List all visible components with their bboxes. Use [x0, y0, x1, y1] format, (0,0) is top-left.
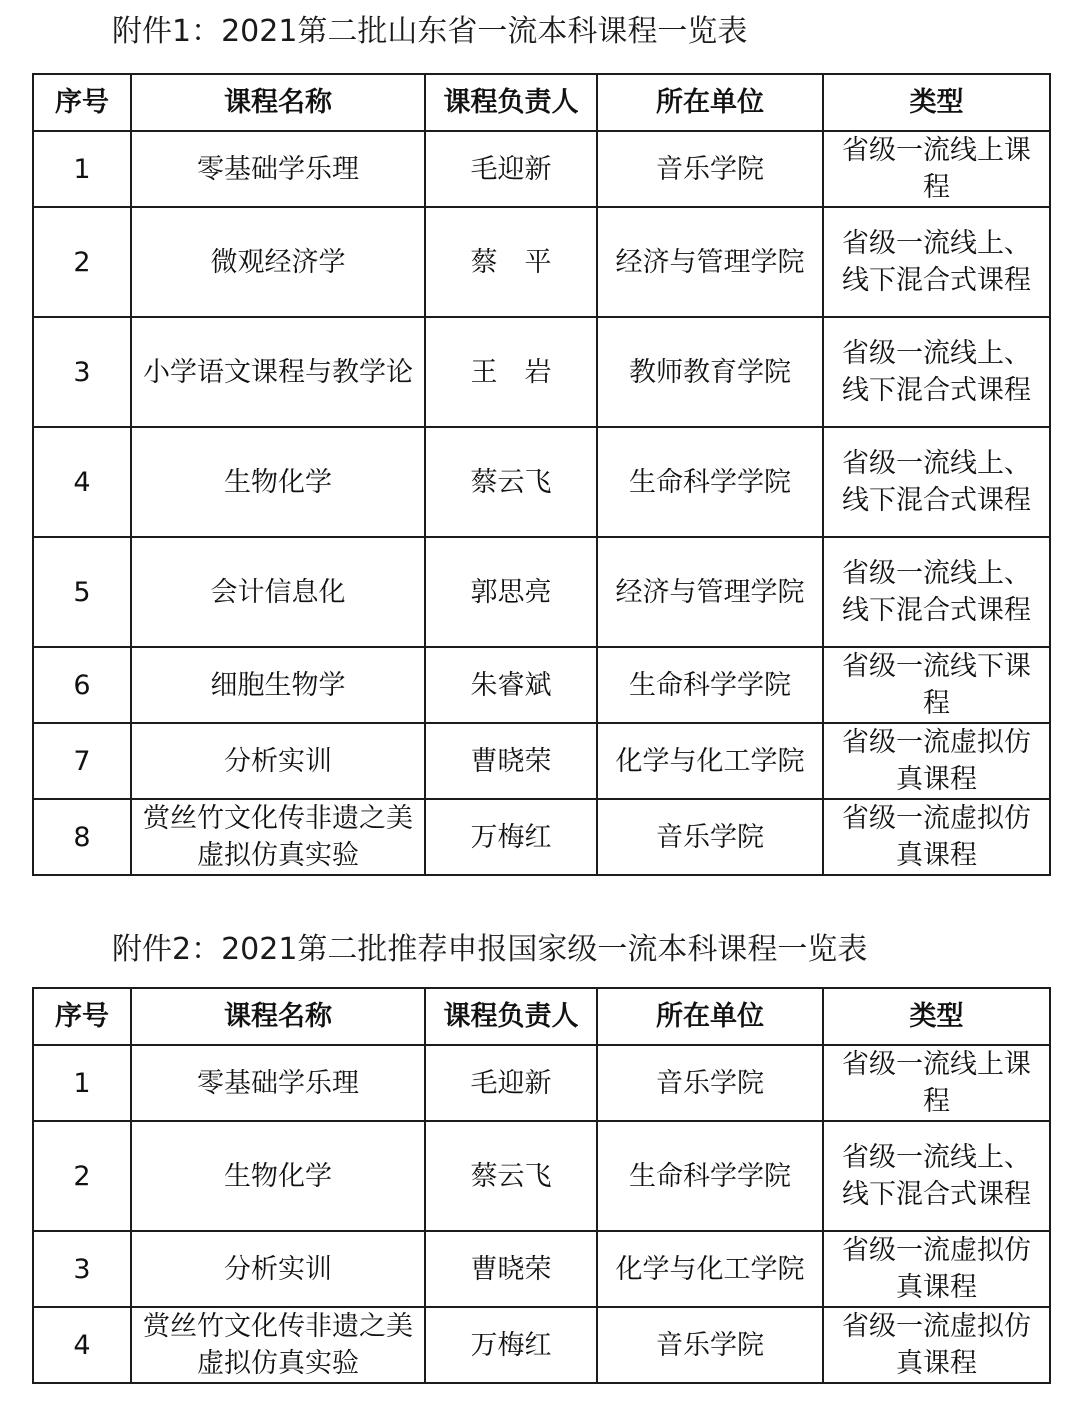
unit-cell: 生命科学学院	[597, 1121, 823, 1231]
header-serial-number: 序号	[33, 74, 131, 131]
type-cell: 省级一流线上、线下混合式课程	[823, 317, 1050, 427]
table-header-row	[33, 74, 1050, 131]
unit-cell: 音乐学院	[597, 1045, 823, 1121]
course-name-cell: 分析实训	[131, 723, 425, 799]
serial-number-cell: 8	[33, 799, 131, 875]
course-leader-cell: 万梅红	[425, 1307, 597, 1383]
type-cell: 省级一流线上、线下混合式课程	[823, 1121, 1050, 1231]
header-type: 类型	[823, 988, 1050, 1045]
serial-number-cell: 6	[33, 647, 131, 723]
course-name-cell: 零基础学乐理	[131, 131, 425, 207]
course-name-cell: 赏丝竹文化传非遗之美虚拟仿真实验	[131, 1307, 425, 1383]
unit-cell: 音乐学院	[597, 799, 823, 875]
type-cell: 省级一流线上、线下混合式课程	[823, 537, 1050, 647]
course-leader-cell: 曹晓荣	[425, 1231, 597, 1307]
header-course-leader: 课程负责人	[425, 74, 597, 131]
unit-cell: 音乐学院	[597, 131, 823, 207]
type-cell: 省级一流虚拟仿真课程	[823, 799, 1050, 875]
course-name-cell: 分析实训	[131, 1231, 425, 1307]
header-course-name: 课程名称	[131, 74, 425, 131]
table-row	[33, 427, 1050, 537]
type-cell: 省级一流线下课程	[823, 647, 1050, 723]
course-leader-cell: 蔡云飞	[425, 427, 597, 537]
course-leader-cell: 朱睿斌	[425, 647, 597, 723]
attachment1-course-table	[32, 73, 1051, 876]
serial-number-cell: 4	[33, 1307, 131, 1383]
course-leader-cell: 毛迎新	[425, 131, 597, 207]
table-row	[33, 131, 1050, 207]
unit-cell: 化学与化工学院	[597, 723, 823, 799]
attachment2-title: 附件2：2021第二批推荐申报国家级一流本科课程一览表	[112, 932, 868, 967]
serial-number-cell: 5	[33, 537, 131, 647]
course-name-cell: 小学语文课程与教学论	[131, 317, 425, 427]
table-row	[33, 1307, 1050, 1383]
type-cell: 省级一流虚拟仿真课程	[823, 723, 1050, 799]
course-name-cell: 会计信息化	[131, 537, 425, 647]
table-header-row	[33, 988, 1050, 1045]
table-row	[33, 799, 1050, 875]
course-leader-cell: 王 岩	[425, 317, 597, 427]
course-leader-cell: 蔡 平	[425, 207, 597, 317]
table-row	[33, 723, 1050, 799]
type-cell: 省级一流线上、线下混合式课程	[823, 427, 1050, 537]
header-unit: 所在单位	[597, 988, 823, 1045]
course-leader-cell: 曹晓荣	[425, 723, 597, 799]
attachment1-title: 附件1：2021第二批山东省一流本科课程一览表	[112, 14, 748, 49]
type-cell: 省级一流线上课程	[823, 1045, 1050, 1121]
serial-number-cell: 3	[33, 1231, 131, 1307]
course-leader-cell: 毛迎新	[425, 1045, 597, 1121]
unit-cell: 经济与管理学院	[597, 207, 823, 317]
attachment2-course-table	[32, 987, 1051, 1384]
header-type: 类型	[823, 74, 1050, 131]
unit-cell: 化学与化工学院	[597, 1231, 823, 1307]
course-leader-cell: 蔡云飞	[425, 1121, 597, 1231]
unit-cell: 生命科学学院	[597, 427, 823, 537]
table-row	[33, 1121, 1050, 1231]
table-row	[33, 647, 1050, 723]
unit-cell: 音乐学院	[597, 1307, 823, 1383]
header-course-name: 课程名称	[131, 988, 425, 1045]
header-course-leader: 课程负责人	[425, 988, 597, 1045]
header-serial-number: 序号	[33, 988, 131, 1045]
serial-number-cell: 7	[33, 723, 131, 799]
table-row	[33, 1045, 1050, 1121]
serial-number-cell: 3	[33, 317, 131, 427]
type-cell: 省级一流虚拟仿真课程	[823, 1307, 1050, 1383]
table-row	[33, 317, 1050, 427]
table-row	[33, 537, 1050, 647]
course-leader-cell: 郭思亮	[425, 537, 597, 647]
course-name-cell: 生物化学	[131, 1121, 425, 1231]
unit-cell: 教师教育学院	[597, 317, 823, 427]
header-unit: 所在单位	[597, 74, 823, 131]
unit-cell: 经济与管理学院	[597, 537, 823, 647]
course-name-cell: 细胞生物学	[131, 647, 425, 723]
serial-number-cell: 1	[33, 1045, 131, 1121]
type-cell: 省级一流线上、线下混合式课程	[823, 207, 1050, 317]
course-name-cell: 赏丝竹文化传非遗之美虚拟仿真实验	[131, 799, 425, 875]
course-name-cell: 微观经济学	[131, 207, 425, 317]
serial-number-cell: 1	[33, 131, 131, 207]
type-cell: 省级一流线上课程	[823, 131, 1050, 207]
course-name-cell: 零基础学乐理	[131, 1045, 425, 1121]
course-leader-cell: 万梅红	[425, 799, 597, 875]
unit-cell: 生命科学学院	[597, 647, 823, 723]
serial-number-cell: 2	[33, 207, 131, 317]
table-row	[33, 1231, 1050, 1307]
type-cell: 省级一流虚拟仿真课程	[823, 1231, 1050, 1307]
serial-number-cell: 2	[33, 1121, 131, 1231]
course-name-cell: 生物化学	[131, 427, 425, 537]
serial-number-cell: 4	[33, 427, 131, 537]
table-row	[33, 207, 1050, 317]
